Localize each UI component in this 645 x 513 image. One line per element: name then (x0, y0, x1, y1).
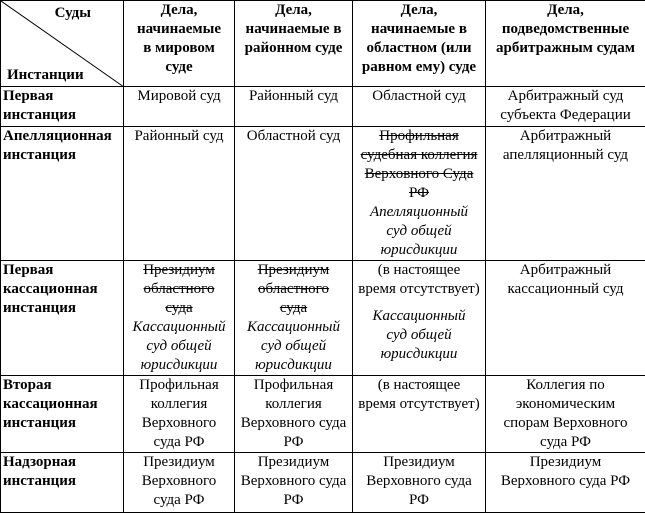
table-row-supervisory (1, 453, 645, 513)
table-cell: Арбитражный суд субъекта Федерации (486, 87, 645, 127)
table-cell: (в настоящее время отсутствует) Кассационный суд общей юрисдикции (353, 261, 486, 376)
column-header-district: Дела, начинаемые в районном суде (235, 1, 353, 87)
italic-text: юрисдикции (355, 345, 483, 364)
struck-text: РФ (355, 184, 483, 203)
corner-cell (1, 1, 124, 87)
row-header: Вторая кассационная инстанция (1, 376, 124, 453)
italic-text: Кассационный (355, 307, 483, 326)
table-cell: Профильная коллегия Верховного суда РФ (124, 376, 235, 453)
italic-text: юрисдикции (355, 241, 483, 260)
struck-text: Профильная (355, 127, 483, 146)
table-cell (353, 127, 486, 261)
table-cell: Президиум Верховного суда РФ (486, 453, 645, 513)
italic-text: суд общей (355, 222, 483, 241)
italic-text: юрисдикции (126, 356, 232, 375)
column-header-regional: Дела, начинаемые в областном (или равном ему) суде (353, 1, 486, 87)
table-cell: Президиум Верховного суда РФ (124, 453, 235, 513)
italic-text: Апелляционный (355, 203, 483, 222)
table-cell: Президиум Верховного суда РФ (353, 453, 486, 513)
table-cell (124, 261, 235, 376)
table-row-first-instance (1, 87, 645, 127)
column-header-magistrate: Дела, начинаемые в мировом суде (124, 1, 235, 87)
table-cell (235, 261, 353, 376)
table-row-second-cassation (1, 376, 645, 453)
table-cell: Мировой суд (124, 87, 235, 127)
table-cell: Коллегия по экономическим спорам Верховного суда РФ (486, 376, 645, 453)
row-header: Апелляционная инстанция (1, 127, 124, 261)
struck-text: суда (126, 299, 232, 318)
struck-text: областного (126, 280, 232, 299)
table-cell: (в настоящее время отсутствует) (353, 376, 486, 453)
struck-text: Президиум (126, 261, 232, 280)
table-row-appellate (1, 127, 645, 261)
table-cell: Президиум Верховного суда РФ (235, 453, 353, 513)
italic-text: суд общей (126, 337, 232, 356)
struck-text: суда (237, 299, 350, 318)
table-cell: Арбитражный апелляционный суд (486, 127, 645, 261)
table-cell: Областной суд (353, 87, 486, 127)
corner-label-instances: Инстанции (7, 66, 84, 85)
struck-text: судебная коллегия (355, 146, 483, 165)
row-header: Первая кассационная инстанция (1, 261, 124, 376)
row-header: Первая инстанция (1, 87, 124, 127)
column-header-arbitration: Дела, подведомственные арбитражным судам (486, 1, 645, 87)
italic-text: юрисдикции (237, 356, 350, 375)
italic-text: Кассационный (237, 318, 350, 337)
table-cell: Профильная коллегия Верховного суда РФ (235, 376, 353, 453)
table-cell: Районный суд (235, 87, 353, 127)
italic-text: суд общей (355, 326, 483, 345)
table-cell: Районный суд (124, 127, 235, 261)
table-row-first-cassation (1, 261, 645, 376)
header-row (1, 1, 645, 87)
table-cell: Областной суд (235, 127, 353, 261)
struck-text: Верховного Суда (355, 165, 483, 184)
struck-text: Президиум (237, 261, 350, 280)
corner-label-courts: Суды (55, 4, 91, 23)
italic-text: Кассационный (126, 318, 232, 337)
struck-text: областного (237, 280, 350, 299)
table-cell: Арбитражный кассационный суд (486, 261, 645, 376)
italic-text: суд общей (237, 337, 350, 356)
row-header: Надзорная инстанция (1, 453, 124, 513)
